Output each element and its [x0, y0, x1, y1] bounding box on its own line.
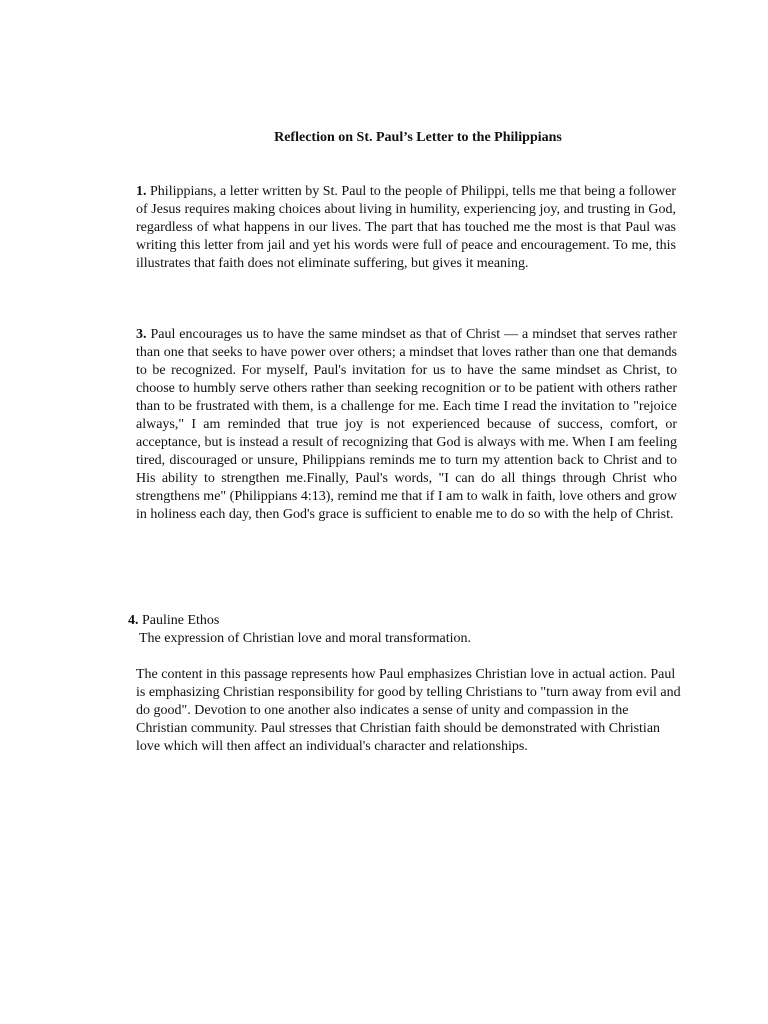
- section-3-text: Paul encourages us to have the same mindset as that of Christ — a mindset that serves rather than one that seeks to have power over others; a mindset that loves rather than one that demands to be recognized. For myself, Paul's invitation for us to have the same mindset as Christ, to choose to humbly serve others rather than seeking recognition or to be patient with others rather than to be frustrated with them, is a challenge for me. Each time I read the invitation to "rejoice always," I am reminded that true joy is not experienced because of success, comfort, or acceptance, but is instead a result of recognizing that God is always with me. When I am feeling tired, discouraged or unsure, Philippians reminds me to turn my attention back to Christ and to His ability to strengthen me.Finally, Paul's words, "I can do all things through Christ who strengthens me" (Philippians 4:13), remind me that if I am to walk in faith, love others and grow in holiness each day, then God's grace is sufficient to enable me to do so with the help of Christ.: [136, 327, 677, 522]
- section-1-number: 1.: [136, 184, 147, 199]
- section-1-paragraph: [136, 183, 676, 273]
- section-1-text: Philippians, a letter written by St. Paul to the people of Philippi, tells me that being a follower of Jesus requires making choices about living in humility, experiencing joy, and trusting in God, regardless of what happens in our lives. The part that has touched me the most is that Paul was writing this letter from jail and yet his words were full of peace and encouragement. To me, this illustrates that faith does not eliminate suffering, but gives it meaning.: [136, 184, 676, 271]
- section-4-heading: [128, 612, 688, 630]
- section-4-body: The content in this passage represents how Paul emphasizes Christian love in actual action. Paul is emphasizing Christian responsibility for good by telling Christians to "turn away from evil and do good". Devotion to one another also indicates a sense of unity and compassion in the Christian community. Paul stresses that Christian faith should be demonstrated with Christian love which will then affect an individual's character and relationships.: [136, 667, 681, 754]
- section-4-heading-text: Pauline Ethos: [138, 613, 220, 628]
- section-4-number: 4.: [128, 613, 139, 628]
- section-3-number: 3.: [136, 327, 147, 342]
- section-3-paragraph: [136, 326, 677, 524]
- section-4-subtitle: The expression of Christian love and moral transformation.: [139, 631, 472, 646]
- document-title: Reflection on St. Paul’s Letter to the Philippians: [274, 130, 562, 145]
